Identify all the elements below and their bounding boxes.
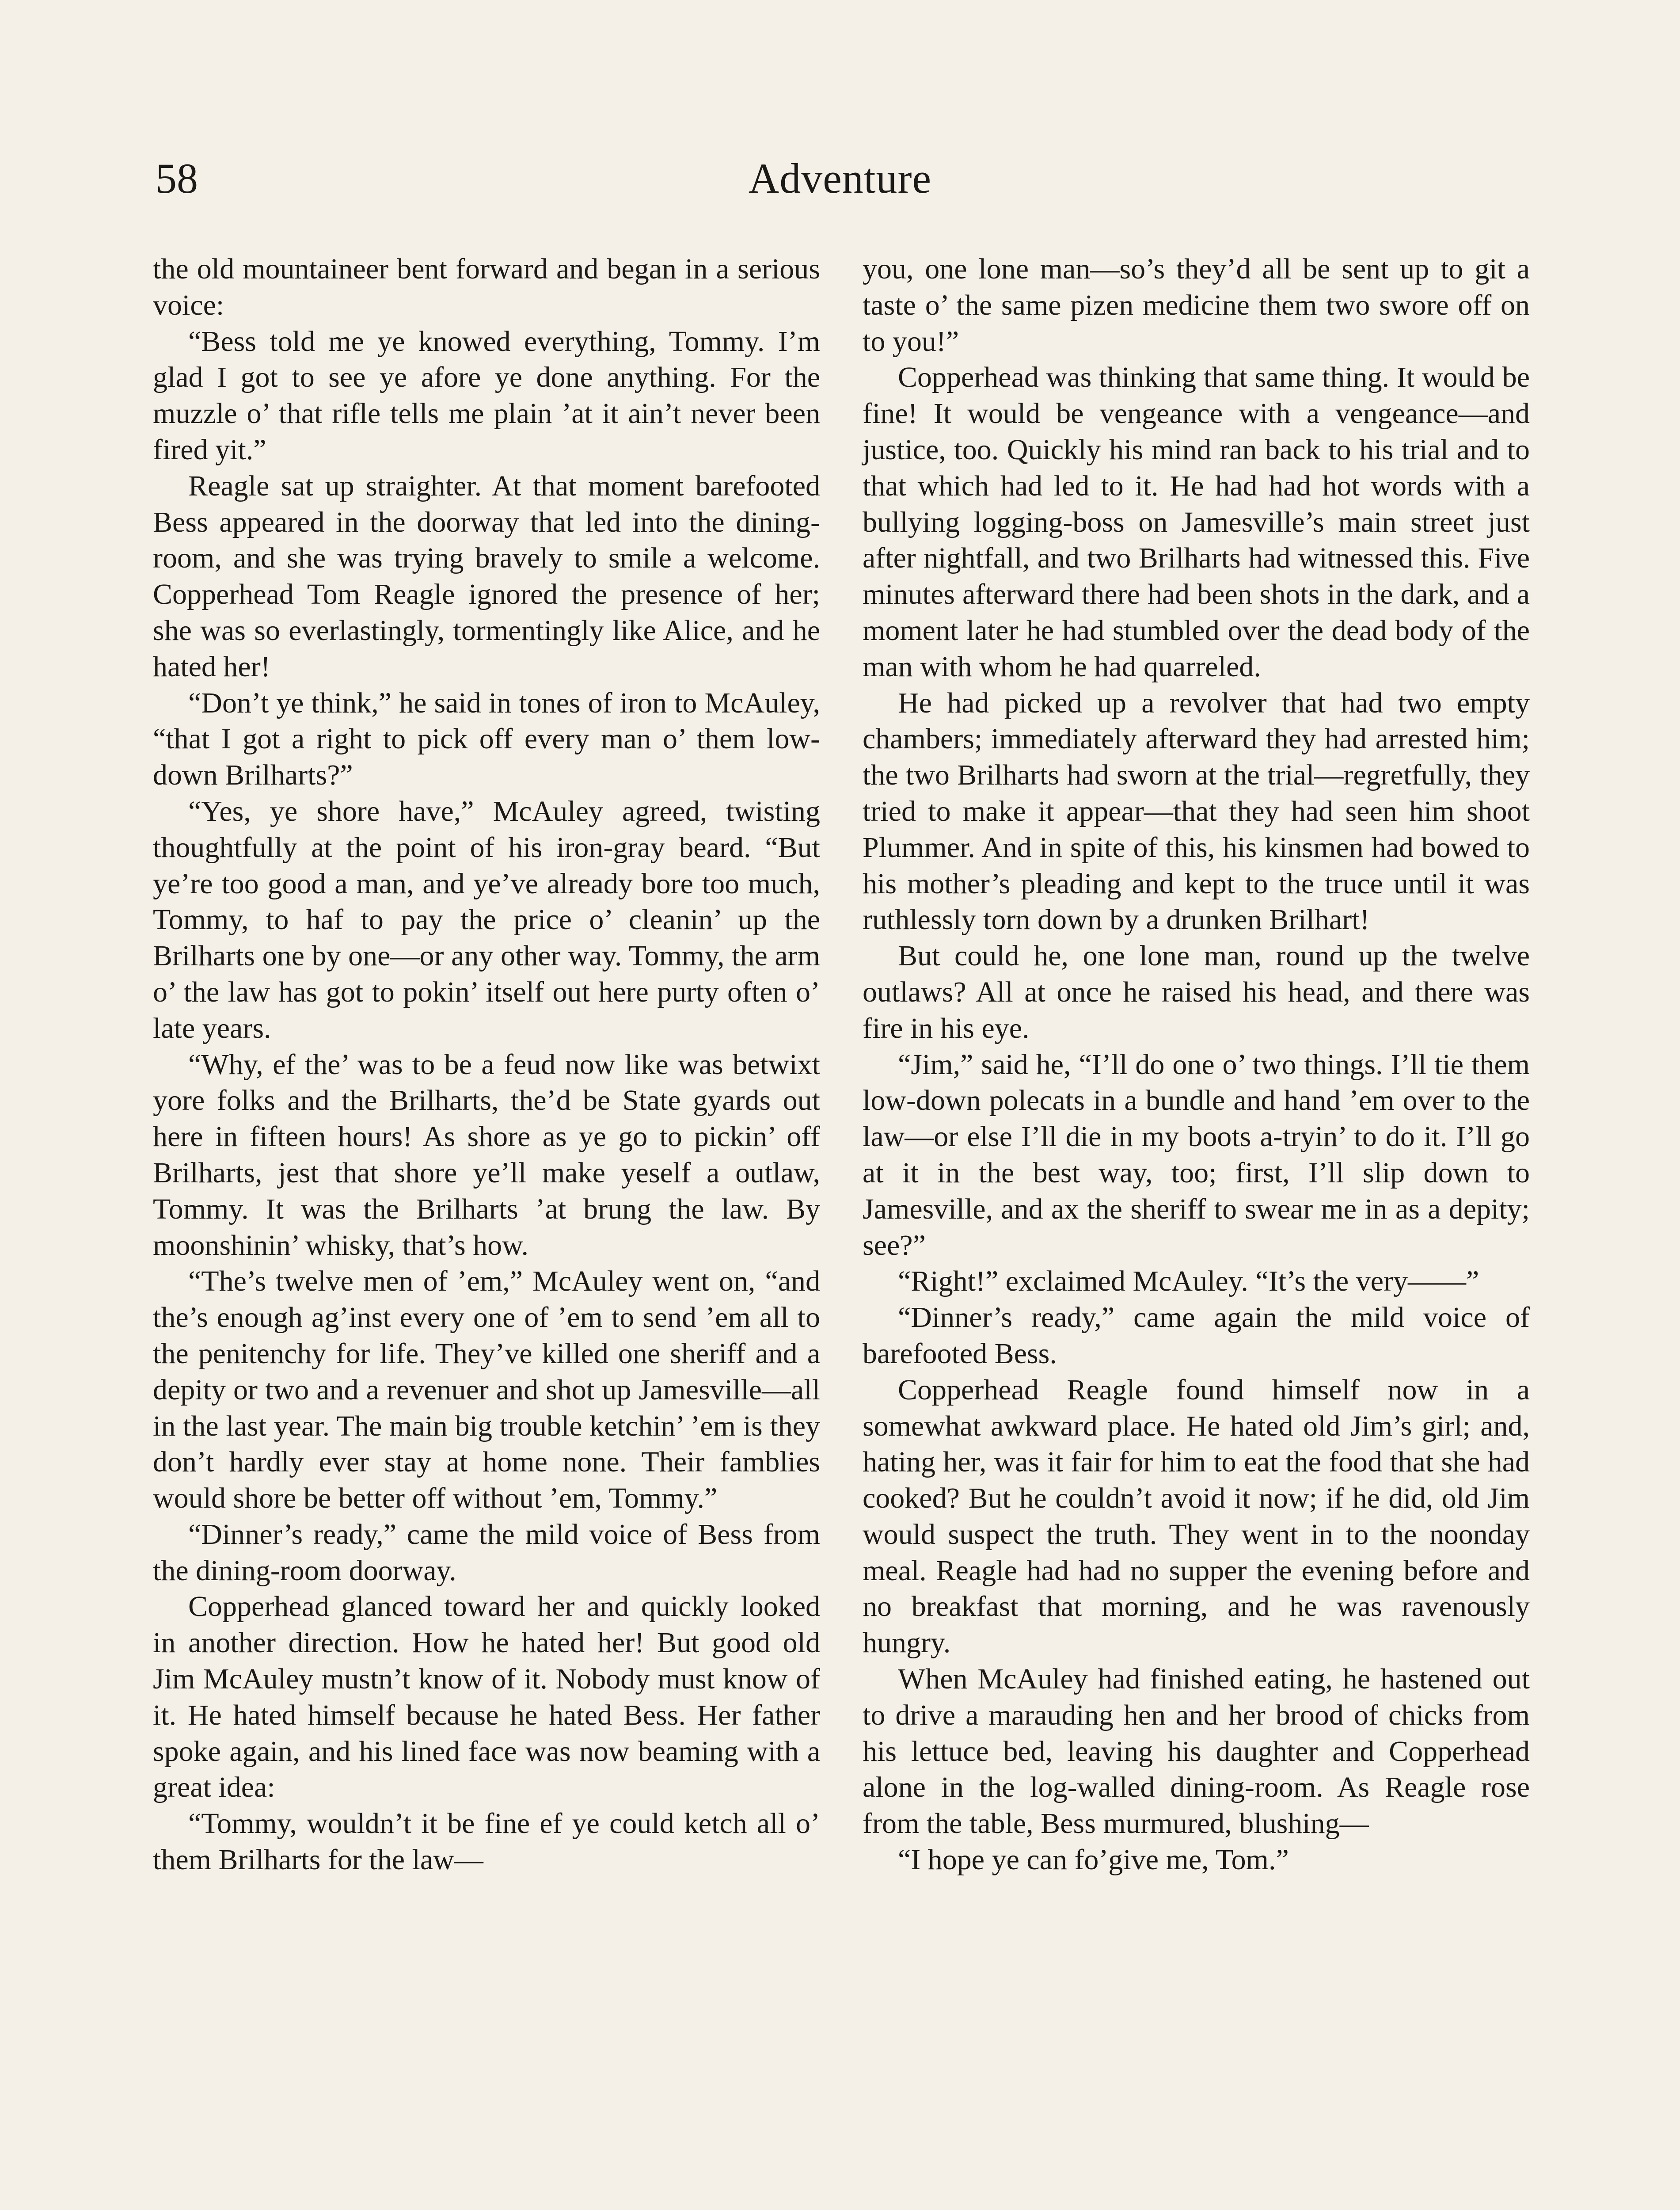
- paragraph: “The’s twelve men of ’em,” McAuley went on, “and the’s enough ag’inst every one of ’em to send ’em all to the penitenchy for life. They’ve killed one sheriff and a depity or two and a revenuer and shot up Jamesville—all in the last year. The main big trouble ketchin’ ’em is they don’t hardly ever stay at home none. Their famblies would shore be better off without ’em, Tommy.”: [153, 1265, 820, 1515]
- paragraph: “Bess told me ye knowed everything, Tommy. I’m glad I got to see ye afore ye done anything. For the muzzle o’ that rifle tells me plain ’at it ain’t never been fired yit.”: [153, 325, 820, 466]
- paragraph: But could he, one lone man, round up the twelve outlaws? All at once he raised his head, and there was fire in his eye.: [863, 940, 1530, 1044]
- page-number: 58: [156, 155, 198, 202]
- paragraph: the old mountaineer bent forward and began in a serious voice:: [153, 253, 820, 321]
- paragraph: When McAuley had finished eating, he hastened out to drive a marauding hen and her brood of chicks from his lettuce bed, leaving his daughter and Copperhead alone in the log-walled dining-room. As Reagle rose from the table, Bess murmured, blushing—: [863, 1663, 1530, 1840]
- paragraph: you, one lone man—so’s they’d all be sent up to git a taste o’ the same pizen medicine them two swore off on to you!”: [863, 253, 1530, 358]
- paragraph: “I hope ye can fo’give me, Tom.”: [898, 1844, 1289, 1876]
- paragraph: “Why, ef the’ was to be a feud now like was betwixt yore folks and the Brilharts, the’d be State gyards out here in fifteen hours! As shore as ye go to pickin’ off Brilharts, jest that shore ye’ll make yeself a outlaw, Tommy. It was the Brilharts ’at brung the law. By moonshinin’ whisky, that’s how.: [153, 1048, 820, 1261]
- paragraph: “Don’t ye think,” he said in tones of iron to McAuley, “that I got a right to pick off every man o’ them low-down Brilharts?”: [153, 686, 820, 792]
- paragraph: “Tommy, wouldn’t it be fine ef ye could ketch all o’ them Brilharts for the law—: [153, 1807, 820, 1876]
- paragraph: “Jim,” said he, “I’ll do one o’ two things. I’ll tie them low-down polecats in a bundle and hand ’em over to the law—or else I’ll die in my boots a-tryin’ to do it. I’ll go at it in the best way, too; first, I’ll slip down to Jamesville, and ax the sheriff to swear me in as a depity; see?”: [863, 1048, 1530, 1261]
- paragraph: “Dinner’s ready,” came again the mild voice of barefooted Bess.: [863, 1301, 1530, 1370]
- paragraph: Reagle sat up straighter. At that moment barefooted Bess appeared in the doorway that led into the dining-room, and she was trying bravely to smile a welcome. Copperhead Tom Reagle ignored the presence of her; she was so everlastingly, tormentingly like Alice, and he hated her!: [153, 469, 820, 683]
- paragraph: Copperhead was thinking that same thing. It would be fine! It would be vengeance with a vengeance—and justice, too. Quickly his mind ran back to his trial and to that which had led to it. He had had hot words with a bullying logging-boss on Jamesville’s main street just after nightfall, and two Brilharts had witnessed this. Five minutes afterward there had been shots in the dark, and a moment later he had stumbled over the dead body of the man with whom he had quarreled.: [863, 361, 1530, 683]
- paragraph: He had picked up a revolver that had two empty chambers; immediately afterward they had arrested him; the two Brilharts had sworn at the trial—regretfully, they tried to make it appear—that they had seen him shoot Plummer. And in spite of this, his kinsmen had bowed to his mother’s pleading and kept to the truce until it was ruthlessly torn down by a drunken Brilhart!: [863, 686, 1530, 936]
- running-head: Adventure: [748, 155, 932, 202]
- right-column: [863, 251, 1530, 1878]
- left-column: [153, 251, 820, 1878]
- paragraph: “Yes, ye shore have,” McAuley agreed, twisting thoughtfully at the point of his iron-gray beard. “But ye’re too good a man, and ye’ve already bore too much, Tommy, to haf to pay the price o’ cleanin’ up the Brilharts one by one—or any other way. Tommy, the arm o’ the law has got to pokin’ itself out here purty often o’ late years.: [153, 795, 820, 1044]
- paragraph: Copperhead Reagle found himself now in a somewhat awkward place. He hated old Jim’s girl; and, hating her, was it fair for him to eat the food that she had cooked? But he couldn’t avoid it now; if he did, old Jim would suspect the truth. They went in to the noonday meal. Reagle had had no supper the evening before and no breakfast that morning, and he was ravenously hungry.: [863, 1373, 1530, 1659]
- paragraph: Copperhead glanced toward her and quickly looked in another direction. How he hated her! But good old Jim McAuley mustn’t know of it. Nobody must know of it. He hated himself because he hated Bess. Her father spoke again, and his lined face was now beaming with a great idea:: [153, 1590, 820, 1804]
- paragraph: “Dinner’s ready,” came the mild voice of Bess from the dining-room doorway.: [153, 1518, 820, 1587]
- paragraph: “Right!” exclaimed McAuley. “It’s the very——”: [898, 1265, 1479, 1298]
